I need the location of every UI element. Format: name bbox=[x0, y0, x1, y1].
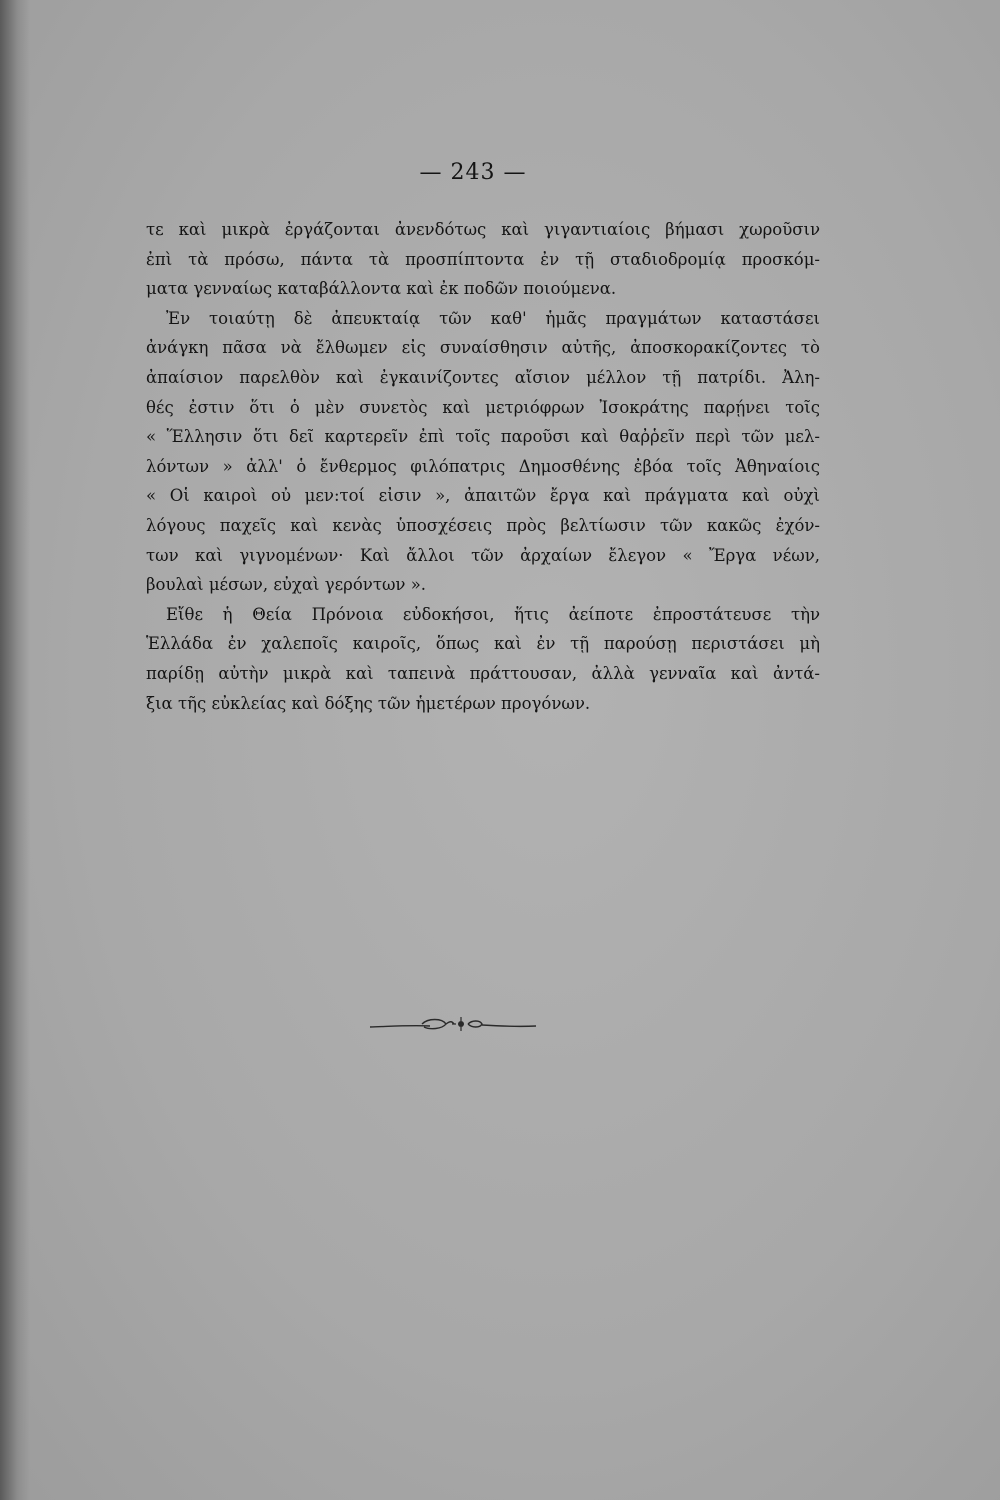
page-gutter-shadow bbox=[0, 0, 30, 1500]
text-line: παρίδῃ αὐτὴν μικρὰ καὶ ταπεινὰ πράττουσαν, ἀλλὰ γενναῖα καὶ ἀντά- bbox=[146, 663, 820, 683]
text-line: ἐπὶ τὰ πρόσω, πάντα τὰ προσπίπτοντα ἐν τῇ σταδιοδρομίᾳ προσκόμ- bbox=[146, 249, 820, 269]
text-line: ματα γενναίως καταβάλλοντα καὶ ἐκ ποδῶν ποιούμενα. bbox=[146, 279, 617, 299]
text-line: ἀνάγκη πᾶσα νὰ ἔλθωμεν εἰς συναίσθησιν αὐτῆς, ἀποσκορακίζοντες τὸ bbox=[146, 338, 820, 358]
page-number: — 243 — bbox=[419, 160, 527, 185]
body-text bbox=[146, 215, 820, 718]
text-line: « Ἕλλησιν ὅτι δεῖ καρτερεῖν ἐπὶ τοῖς παροῦσι καὶ θαῤῥεῖν περὶ τῶν μελ- bbox=[146, 427, 820, 447]
paragraph-start-line: Εἴθε ἡ Θεία Πρόνοια εὐδοκήσοι, ἥτις ἀείποτε ἐπροστάτευσε τὴν bbox=[166, 604, 820, 624]
text-line: Ἑλλάδα ἐν χαλεποῖς καιροῖς, ὅπως καὶ ἐν τῇ παρούσῃ περιστάσει μὴ bbox=[146, 634, 820, 654]
text-line: ξια τῆς εὐκλείας καὶ δόξης τῶν ἡμετέρων προγόνων. bbox=[146, 693, 591, 713]
text-line: λόντων » ἀλλ' ὁ ἔνθερμος φιλόπατρις Δημοσθένης ἐβόα τοῖς Ἀθηναίοις bbox=[146, 456, 820, 476]
text-line: ἀπαίσιον παρελθὸν καὶ ἐγκαινίζοντες αἴσιον μέλλον τῇ πατρίδι. Ἀλη- bbox=[146, 367, 820, 387]
text-line: « Οἱ καιροὶ οὐ μεν:τοί εἰσιν », ἀπαιτῶν ἔργα καὶ πράγματα καὶ οὐχὶ bbox=[146, 486, 820, 506]
text-line: των καὶ γιγνομένων· Καὶ ἄλλοι τῶν ἀρχαίων ἔλεγον « Ἔργα νέων, bbox=[146, 545, 820, 565]
tailpiece-ornament-icon bbox=[368, 1012, 538, 1038]
text-line: τε καὶ μικρὰ ἐργάζονται ἀνενδότως καὶ γιγαντιαίοις βήμασι χωροῦσιν bbox=[146, 220, 820, 239]
text-line: θές ἐστιν ὅτι ὁ μὲν συνετὸς καὶ μετριόφρων Ἰσοκράτης παρῄνει τοῖς bbox=[146, 397, 820, 417]
paragraph-start-line: Ἐν τοιαύτῃ δὲ ἀπευκταίᾳ τῶν καθ' ἡμᾶς πραγμάτων καταστάσει bbox=[166, 308, 820, 328]
text-line: βουλαὶ μέσων, εὐχαὶ γερόντων ». bbox=[146, 575, 427, 595]
text-line: λόγους παχεῖς καὶ κενὰς ὑποσχέσεις πρὸς βελτίωσιν τῶν κακῶς ἐχόν- bbox=[146, 515, 820, 535]
